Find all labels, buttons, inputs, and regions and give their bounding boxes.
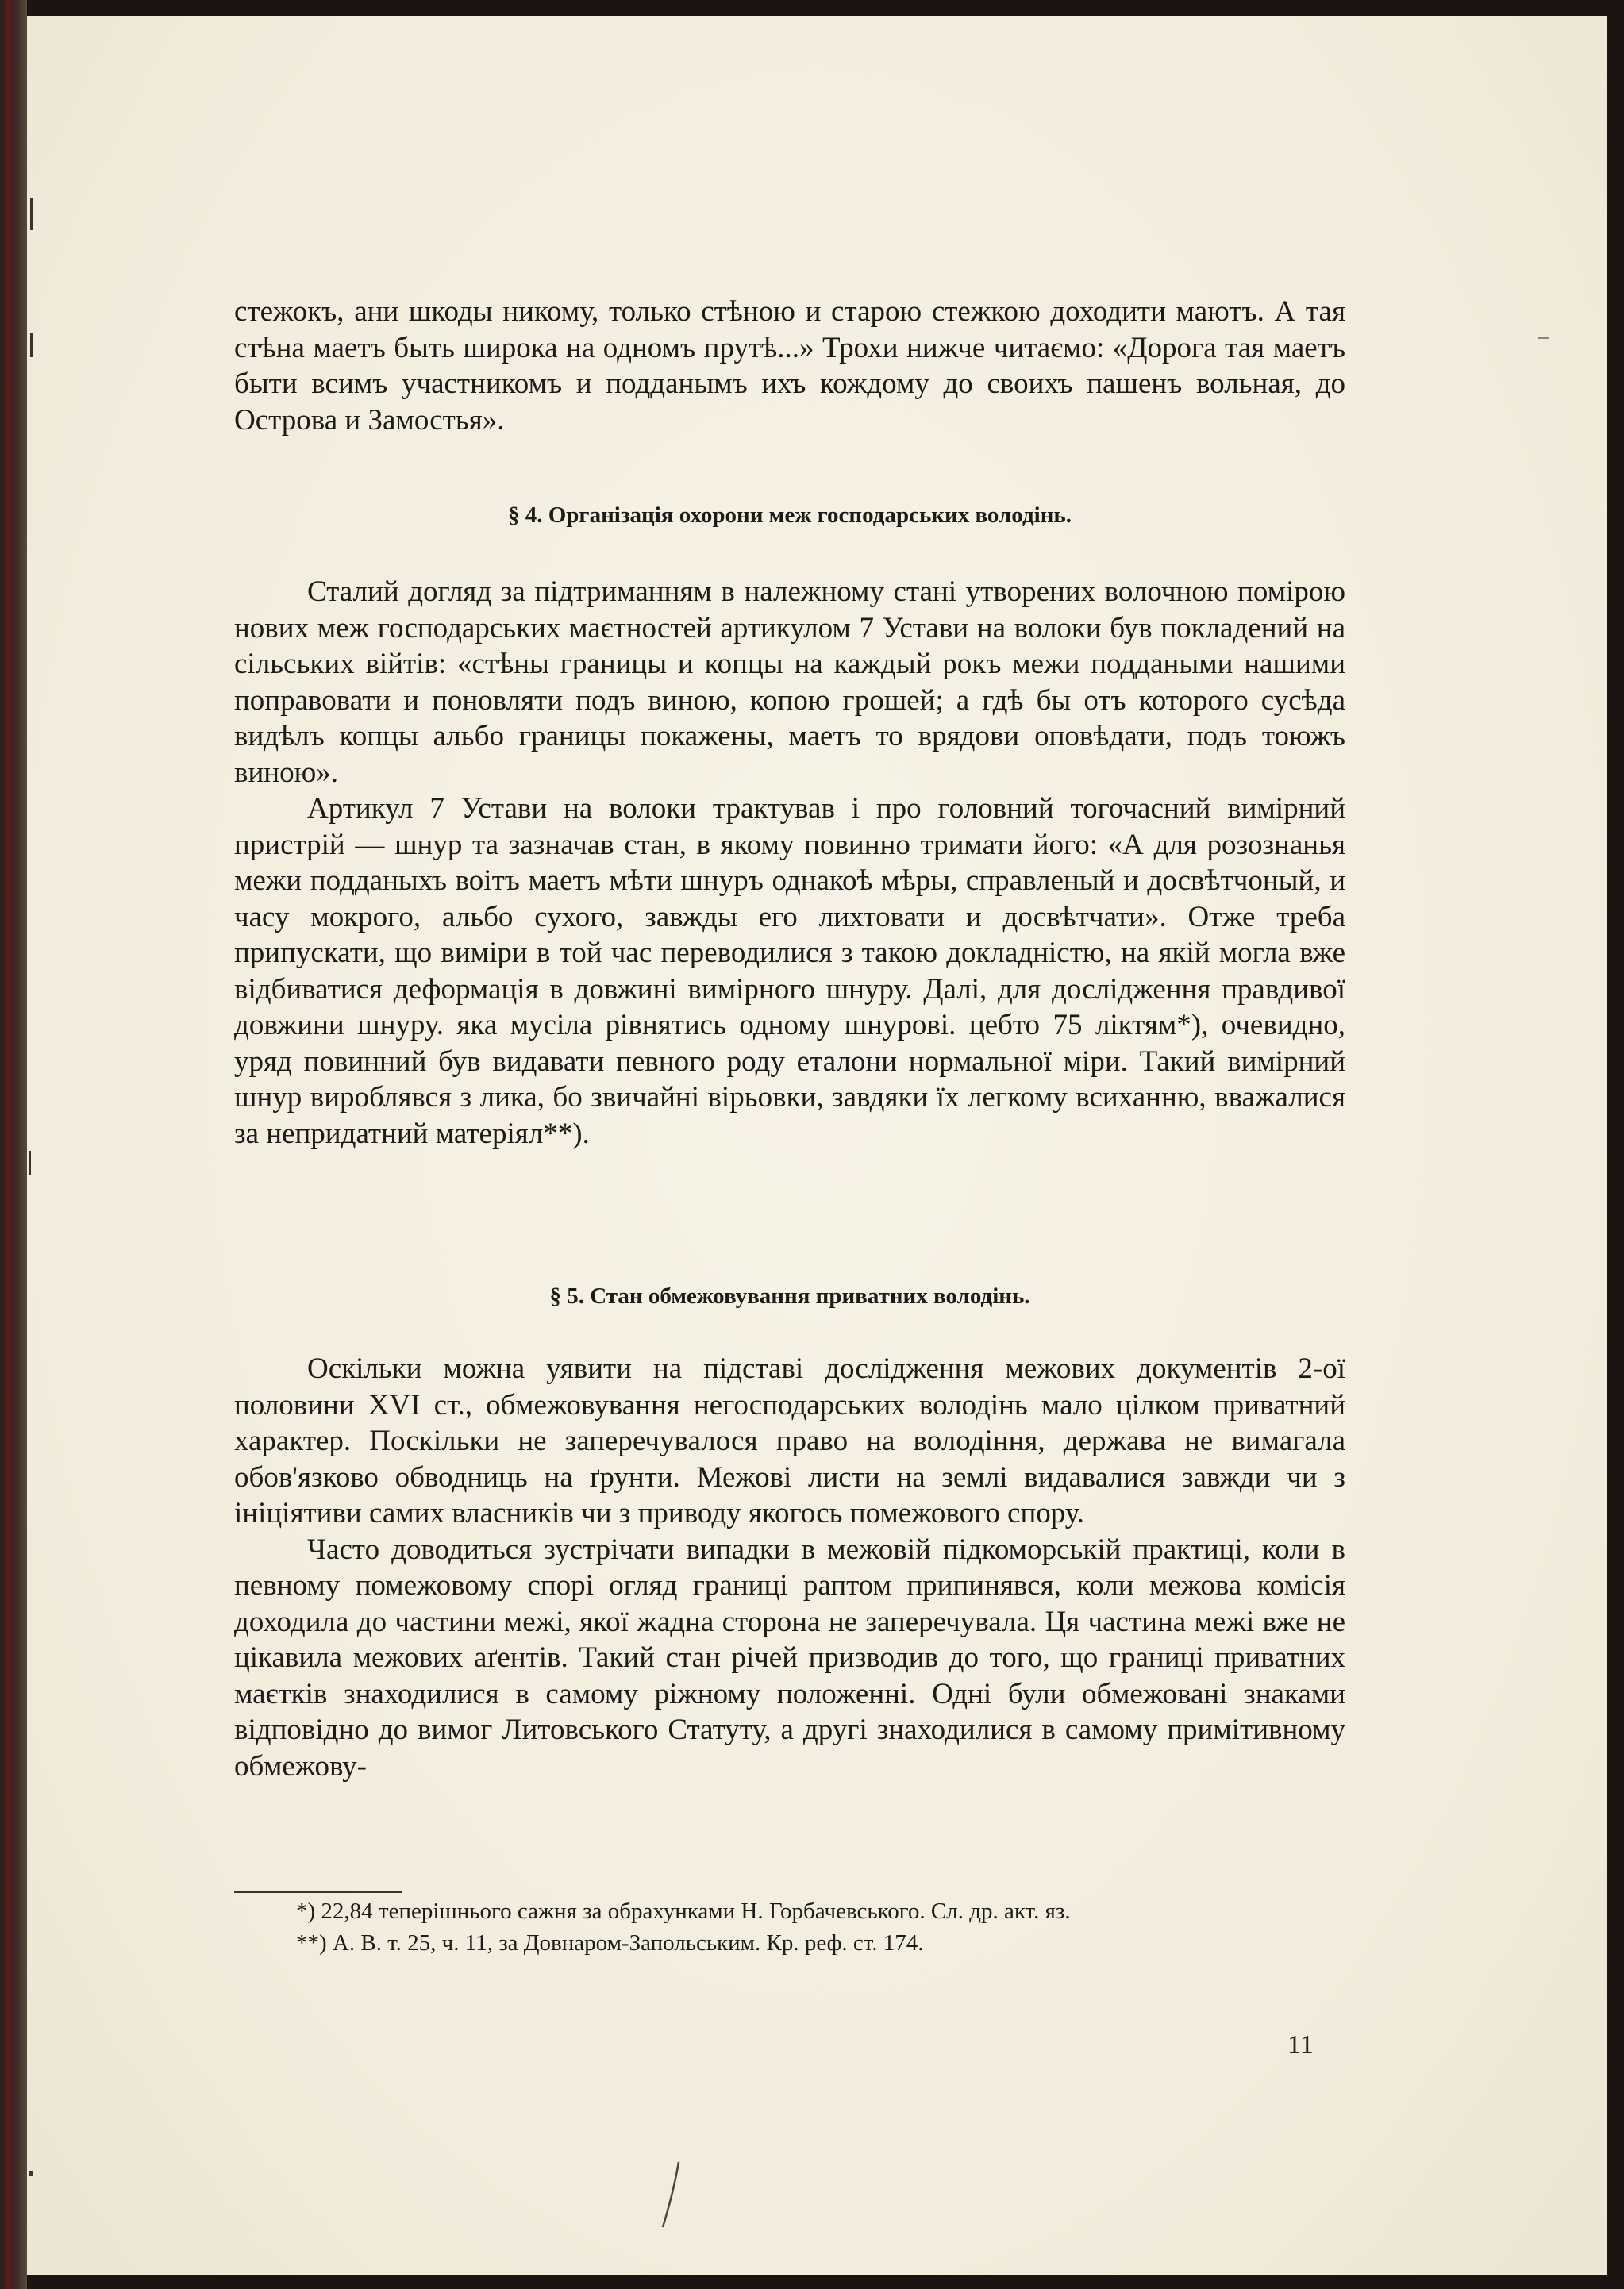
footnote-separator [234, 1891, 402, 1893]
footnote: **) А. В. т. 25, ч. 11, за Довнаром-Запольським. Кр. реф. ст. 174. [296, 1930, 924, 1956]
margin-mark [1538, 337, 1549, 339]
footnote: *) 22,84 теперішнього сажня за обрахунками Н. Горбачевського. Сл. др. акт. яз. [296, 1899, 1071, 1924]
paragraph: стежокъ, ани шкоды никому, только стѣною и старою стежкою доходити маютъ. А тая стѣна маетъ быть широка на одномъ прутѣ...» Трохи нижче читаємо: «Дорога тая маетъ быти всимъ участникомъ и подданымъ ихъ кождому до своихъ пашенъ вольная, до Острова и Замостья». [234, 295, 1345, 437]
section-4-heading: § 4. Організація охорони меж господарських володінь. [507, 502, 1072, 528]
paragraph: Сталий догляд за підтриманням в належному стані утворених волочною помірою нових меж господарських маєтностей артикулом 7 Устави на волоки був покладений на сільських війтів: «стѣны границы и копцы на каждый рокъ межи поддаными нашими поправовати и поновляти подъ виною, копою грошей; а гдѣ бы отъ которого сусѣда видѣлъ копцы альбо границы покажены, маетъ то врядови оповѣдати, подъ тоюжъ виною». [234, 575, 1345, 789]
margin-mark [29, 2171, 33, 2176]
margin-mark [30, 198, 33, 230]
section-4-body [234, 574, 1345, 1152]
footnotes [234, 1895, 1345, 1959]
pencil-mark [655, 2159, 687, 2230]
book-binding-edge [0, 0, 27, 2289]
binding-red-strip [5, 0, 11, 2289]
section-5-heading: § 5. Стан обмежовування приватних володінь. [549, 1283, 1030, 1309]
margin-mark [29, 1151, 31, 1175]
top-paragraph-block [234, 294, 1345, 438]
paragraph: Оскільки можна уявити на підставі дослідження межових документів 2-ої половини XVI ст., обмежовування негосподарських володінь мало цілком приватний характер. Поскільки не заперечувалося право на володіння, держава не вимагала обов'язково обводниць на ґрунти. Межові листи на землі видавалися завжди чи з ініціятиви самих власників чи з приводу якогось помежового спору. [234, 1352, 1345, 1529]
section-5-body [234, 1351, 1345, 1784]
paragraph: Часто доводиться зустрічати випадки в межовій підкоморській практиці, коли в певному помежовому спорі огляд границі раптом припинявся, коли межова комісія доходила до частини межі, якої жадна сторона не заперечувала. Ця частина межі вже не цікавила межових аґентів. Такий стан річей призводив до того, що границі приватних маєтків знаходилися в самому ріжному положенні. Одні були обмежовані знаками відповідно до вимог Литовського Статуту, а другі знаходилися в самому примітивному обмежову- [234, 1533, 1345, 1783]
paragraph: Артикул 7 Устави на волоки трактував і про головний тогочасний вимірний пристрій — шнур та зазначав стан, в якому повинно тримати його: «А для розознанья межи подданыхъ воітъ маетъ мѣти шнуръ однакоѣ мѣры, справленый и досвѣтчоный, и часу мокрого, альбо сухого, завжды его лихтовати и досвѣтчати». Отже треба припускати, що виміри в той час переводилися з такою докладністю, на якій могла вже відбиватися деформація в довжині вимірного шнуру. Далі, для дослідження правдивої довжини шнуру. яка мусіла рівнятись одному шнурові. цебто 75 ліктям*), очевидно, уряд повинний був видавати певного роду еталони нормальної міри. Такий вимірний шнур вироблявся з лика, бо звичайні вірьовки, завдяки їх легкому всиханню, вважалися за непридатний матеріял**). [234, 792, 1345, 1150]
margin-mark [30, 333, 33, 357]
page-number: 11 [1287, 2030, 1314, 2060]
